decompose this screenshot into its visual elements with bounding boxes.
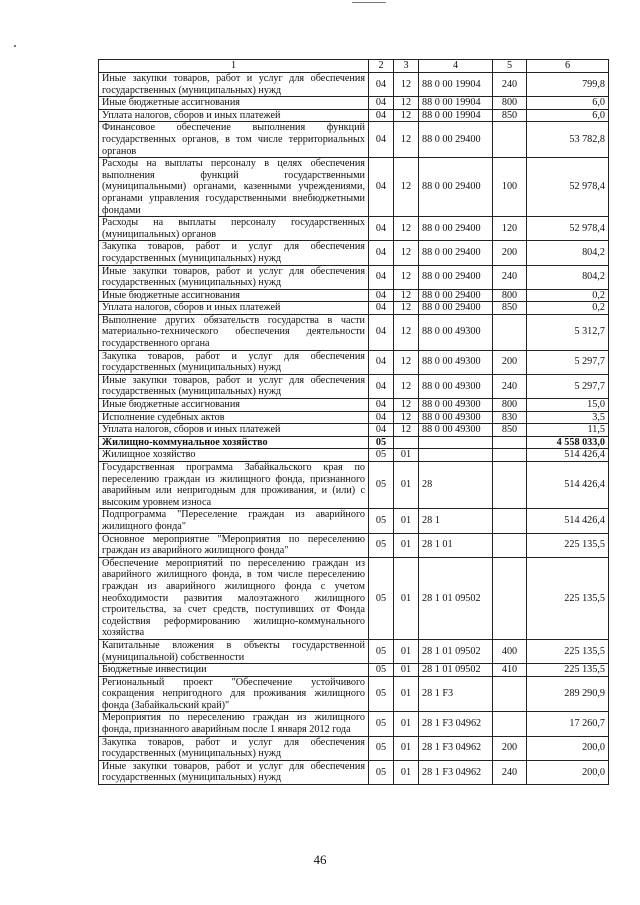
row-section-cell: 05	[369, 676, 394, 712]
row-target-article-cell: 88 0 00 49300	[419, 411, 493, 424]
row-name-cell: Подпрограмма "Переселение граждан из аварийного жилищного фонда"	[99, 509, 369, 533]
table-row	[99, 302, 609, 315]
table-row	[99, 462, 609, 509]
row-section-cell: 05	[369, 557, 394, 639]
row-target-article-cell: 88 0 00 49300	[419, 350, 493, 374]
table-row	[99, 109, 609, 122]
row-subsection-cell: 01	[394, 509, 419, 533]
row-subsection-cell: 12	[394, 158, 419, 217]
row-target-article-cell: 88 0 00 19904	[419, 97, 493, 110]
row-section-cell: 05	[369, 462, 394, 509]
row-expense-type-cell: 800	[493, 399, 527, 412]
row-target-article-cell: 88 0 00 29400	[419, 122, 493, 158]
row-name-cell: Уплата налогов, сборов и иных платежей	[99, 302, 369, 315]
row-section-cell: 04	[369, 374, 394, 398]
row-name-cell: Иные бюджетные ассигнования	[99, 399, 369, 412]
row-section-cell: 05	[369, 736, 394, 760]
row-name-cell: Государственная программа Забайкальского края по переселению граждан из жилищного фонда, признанного аварийным или непригодным для проживания, и (или) с высоким уровнем износа	[99, 462, 369, 509]
row-section-cell: 05	[369, 712, 394, 736]
row-amount-cell: 5 297,7	[527, 350, 609, 374]
row-name-cell: Иные закупки товаров, работ и услуг для обеспечения государственных (муниципальных) нужд	[99, 374, 369, 398]
row-expense-type-cell	[493, 436, 527, 449]
row-target-article-cell: 88 0 00 49300	[419, 424, 493, 437]
row-subsection-cell: 01	[394, 712, 419, 736]
row-name-cell: Основное мероприятие "Мероприятия по переселению граждан из аварийного жилищного фонда"	[99, 533, 369, 557]
row-expense-type-cell: 200	[493, 241, 527, 265]
row-amount-cell: 804,2	[527, 265, 609, 289]
row-amount-cell: 0,2	[527, 289, 609, 302]
row-subsection-cell: 01	[394, 533, 419, 557]
row-subsection-cell: 01	[394, 639, 419, 663]
row-subsection-cell: 12	[394, 109, 419, 122]
row-target-article-cell: 88 0 00 29400	[419, 158, 493, 217]
row-section-cell: 04	[369, 424, 394, 437]
table-body	[99, 73, 609, 785]
row-name-cell: Иные бюджетные ассигнования	[99, 97, 369, 110]
row-expense-type-cell	[493, 122, 527, 158]
row-target-article-cell: 28	[419, 462, 493, 509]
header-cell: 4	[419, 60, 493, 73]
row-section-cell: 04	[369, 241, 394, 265]
row-section-cell: 04	[369, 411, 394, 424]
row-target-article-cell: 28 1 01	[419, 533, 493, 557]
table-row	[99, 712, 609, 736]
row-target-article-cell: 28 1	[419, 509, 493, 533]
row-target-article-cell: 88 0 00 49300	[419, 314, 493, 350]
row-section-cell: 04	[369, 122, 394, 158]
row-subsection-cell: 12	[394, 73, 419, 97]
row-amount-cell: 52 978,4	[527, 217, 609, 241]
row-target-article-cell: 88 0 00 29400	[419, 302, 493, 315]
row-section-cell: 04	[369, 73, 394, 97]
row-expense-type-cell: 400	[493, 639, 527, 663]
row-expense-type-cell	[493, 314, 527, 350]
row-amount-cell: 6,0	[527, 97, 609, 110]
row-name-cell: Расходы на выплаты персоналу государственных (муниципальных) органов	[99, 217, 369, 241]
row-amount-cell: 799,8	[527, 73, 609, 97]
row-name-cell: Иные бюджетные ассигнования	[99, 289, 369, 302]
row-amount-cell: 52 978,4	[527, 158, 609, 217]
row-section-cell: 04	[369, 265, 394, 289]
row-amount-cell: 200,0	[527, 736, 609, 760]
row-expense-type-cell: 850	[493, 109, 527, 122]
table-row	[99, 314, 609, 350]
row-subsection-cell: 12	[394, 411, 419, 424]
row-amount-cell: 200,0	[527, 760, 609, 784]
row-amount-cell: 225 135,5	[527, 557, 609, 639]
row-name-cell: Мероприятия по переселению граждан из жилищного фонда, признанного аварийным после 1 января 2012 года	[99, 712, 369, 736]
row-subsection-cell: 12	[394, 424, 419, 437]
row-expense-type-cell	[493, 712, 527, 736]
table-row	[99, 122, 609, 158]
row-subsection-cell: 01	[394, 676, 419, 712]
row-expense-type-cell	[493, 676, 527, 712]
table-row	[99, 411, 609, 424]
row-target-article-cell: 28 1 F3 04962	[419, 736, 493, 760]
table-row	[99, 557, 609, 639]
row-expense-type-cell: 410	[493, 664, 527, 677]
row-expense-type-cell	[493, 509, 527, 533]
row-expense-type-cell: 800	[493, 97, 527, 110]
row-subsection-cell: 01	[394, 462, 419, 509]
row-expense-type-cell	[493, 449, 527, 462]
row-target-article-cell: 88 0 00 29400	[419, 289, 493, 302]
row-target-article-cell: 88 0 00 49300	[419, 374, 493, 398]
row-section-cell: 04	[369, 314, 394, 350]
row-target-article-cell: 28 1 F3 04962	[419, 760, 493, 784]
row-target-article-cell: 88 0 00 29400	[419, 265, 493, 289]
row-expense-type-cell	[493, 462, 527, 509]
table-row	[99, 449, 609, 462]
row-name-cell: Региональный проект "Обеспечение устойчивого сокращения непригодного для проживания жилищного фонда (Забайкальский край)"	[99, 676, 369, 712]
row-section-cell: 05	[369, 664, 394, 677]
header-cell: 3	[394, 60, 419, 73]
row-section-cell: 04	[369, 399, 394, 412]
row-amount-cell: 804,2	[527, 241, 609, 265]
row-subsection-cell: 12	[394, 122, 419, 158]
table-header-row	[99, 60, 609, 73]
row-amount-cell: 4 558 033,0	[527, 436, 609, 449]
row-amount-cell: 6,0	[527, 109, 609, 122]
row-subsection-cell: 12	[394, 399, 419, 412]
row-target-article-cell: 28 1 01 09502	[419, 557, 493, 639]
row-expense-type-cell	[493, 557, 527, 639]
row-target-article-cell	[419, 449, 493, 462]
table-row	[99, 217, 609, 241]
header-cell: 5	[493, 60, 527, 73]
row-name-cell: Иные закупки товаров, работ и услуг для обеспечения государственных (муниципальных) нужд	[99, 265, 369, 289]
table-row	[99, 97, 609, 110]
row-amount-cell: 514 426,4	[527, 462, 609, 509]
scan-mark-top	[352, 2, 386, 3]
row-section-cell: 05	[369, 533, 394, 557]
table-row	[99, 350, 609, 374]
header-cell: 2	[369, 60, 394, 73]
row-name-cell: Расходы на выплаты персоналу в целях обеспечения выполнения функций государственными (муниципальными) органами, казенными учреждениями, органами управления государственными внебюджетными фондами	[99, 158, 369, 217]
row-amount-cell: 17 260,7	[527, 712, 609, 736]
row-target-article-cell: 88 0 00 19904	[419, 109, 493, 122]
row-name-cell: Иные закупки товаров, работ и услуг для обеспечения государственных (муниципальных) нужд	[99, 760, 369, 784]
row-expense-type-cell: 830	[493, 411, 527, 424]
row-expense-type-cell: 850	[493, 424, 527, 437]
row-expense-type-cell: 200	[493, 736, 527, 760]
budget-table	[98, 59, 609, 785]
row-subsection-cell: 12	[394, 350, 419, 374]
row-name-cell: Уплата налогов, сборов и иных платежей	[99, 424, 369, 437]
row-name-cell: Уплата налогов, сборов и иных платежей	[99, 109, 369, 122]
table-row	[99, 664, 609, 677]
row-expense-type-cell: 800	[493, 289, 527, 302]
row-section-cell: 04	[369, 97, 394, 110]
row-amount-cell: 225 135,5	[527, 533, 609, 557]
row-section-cell: 04	[369, 350, 394, 374]
table-row	[99, 436, 609, 449]
row-section-cell: 05	[369, 436, 394, 449]
row-name-cell: Капитальные вложения в объекты государственной (муниципальной) собственности	[99, 639, 369, 663]
row-name-cell: Финансовое обеспечение выполнения функций государственных органов, в том числе территориальных органов	[99, 122, 369, 158]
row-name-cell: Выполнение других обязательств государства в части материально-технического обеспечения деятельности государственного органа	[99, 314, 369, 350]
row-expense-type-cell: 240	[493, 73, 527, 97]
row-subsection-cell: 12	[394, 289, 419, 302]
row-amount-cell: 514 426,4	[527, 449, 609, 462]
row-section-cell: 04	[369, 302, 394, 315]
row-name-cell: Исполнение судебных актов	[99, 411, 369, 424]
row-expense-type-cell: 240	[493, 374, 527, 398]
page-number: 46	[313, 852, 327, 867]
row-subsection-cell: 12	[394, 314, 419, 350]
row-amount-cell: 11,5	[527, 424, 609, 437]
row-amount-cell: 3,5	[527, 411, 609, 424]
row-target-article-cell: 88 0 00 29400	[419, 241, 493, 265]
row-subsection-cell: 01	[394, 664, 419, 677]
row-expense-type-cell	[493, 533, 527, 557]
row-section-cell: 04	[369, 217, 394, 241]
row-expense-type-cell: 100	[493, 158, 527, 217]
row-section-cell: 05	[369, 639, 394, 663]
row-target-article-cell	[419, 436, 493, 449]
row-name-cell: Обеспечение мероприятий по переселению граждан из аварийного жилищного фонда, в том числе переселению граждан из аварийного жилищного фонда с учетом необходимости развития малоэтажного жилищного строительства, за счет средств, поступивших от Фонда содействия реформированию жилищно-коммунального хозяйства	[99, 557, 369, 639]
row-name-cell: Закупка товаров, работ и услуг для обеспечения государственных (муниципальных) нужд	[99, 736, 369, 760]
header-cell: 1	[99, 60, 369, 73]
row-target-article-cell: 88 0 00 19904	[419, 73, 493, 97]
table-row	[99, 676, 609, 712]
row-subsection-cell: 12	[394, 97, 419, 110]
row-subsection-cell: 12	[394, 374, 419, 398]
table-row	[99, 289, 609, 302]
row-amount-cell: 0,2	[527, 302, 609, 315]
table-row	[99, 736, 609, 760]
row-subsection-cell: 01	[394, 760, 419, 784]
row-expense-type-cell: 240	[493, 265, 527, 289]
row-target-article-cell: 88 0 00 29400	[419, 217, 493, 241]
row-subsection-cell: 12	[394, 217, 419, 241]
table-row	[99, 424, 609, 437]
row-section-cell: 04	[369, 289, 394, 302]
header-cell: 6	[527, 60, 609, 73]
row-section-cell: 04	[369, 158, 394, 217]
table-row	[99, 73, 609, 97]
table-row	[99, 639, 609, 663]
table-row	[99, 265, 609, 289]
row-target-article-cell: 28 1 01 09502	[419, 639, 493, 663]
row-expense-type-cell: 240	[493, 760, 527, 784]
table-row	[99, 760, 609, 784]
table-row	[99, 509, 609, 533]
row-amount-cell: 15,0	[527, 399, 609, 412]
row-section-cell: 04	[369, 109, 394, 122]
row-name-cell: Жилищно-коммунальное хозяйство	[99, 436, 369, 449]
row-subsection-cell: 12	[394, 302, 419, 315]
table-row	[99, 399, 609, 412]
table-row	[99, 374, 609, 398]
row-amount-cell: 5 297,7	[527, 374, 609, 398]
row-amount-cell: 225 135,5	[527, 664, 609, 677]
row-name-cell: Иные закупки товаров, работ и услуг для обеспечения государственных (муниципальных) нужд	[99, 73, 369, 97]
row-expense-type-cell: 850	[493, 302, 527, 315]
row-amount-cell: 514 426,4	[527, 509, 609, 533]
row-subsection-cell: 01	[394, 736, 419, 760]
row-section-cell: 05	[369, 509, 394, 533]
row-target-article-cell: 28 1 F3	[419, 676, 493, 712]
row-amount-cell: 53 782,8	[527, 122, 609, 158]
row-expense-type-cell: 120	[493, 217, 527, 241]
row-target-article-cell: 28 1 F3 04962	[419, 712, 493, 736]
row-section-cell: 05	[369, 760, 394, 784]
row-target-article-cell: 88 0 00 49300	[419, 399, 493, 412]
row-subsection-cell: 01	[394, 449, 419, 462]
row-target-article-cell: 28 1 01 09502	[419, 664, 493, 677]
table-row	[99, 241, 609, 265]
row-name-cell: Бюджетные инвестиции	[99, 664, 369, 677]
row-subsection-cell	[394, 436, 419, 449]
table-row	[99, 533, 609, 557]
row-name-cell: Закупка товаров, работ и услуг для обеспечения государственных (муниципальных) нужд	[99, 241, 369, 265]
row-subsection-cell: 12	[394, 265, 419, 289]
row-amount-cell: 5 312,7	[527, 314, 609, 350]
row-name-cell: Закупка товаров, работ и услуг для обеспечения государственных (муниципальных) нужд	[99, 350, 369, 374]
row-expense-type-cell: 200	[493, 350, 527, 374]
row-amount-cell: 225 135,5	[527, 639, 609, 663]
table-row	[99, 158, 609, 217]
row-subsection-cell: 01	[394, 557, 419, 639]
row-name-cell: Жилищное хозяйство	[99, 449, 369, 462]
row-section-cell: 05	[369, 449, 394, 462]
scan-mark-left	[14, 45, 16, 47]
row-subsection-cell: 12	[394, 241, 419, 265]
row-amount-cell: 289 290,9	[527, 676, 609, 712]
